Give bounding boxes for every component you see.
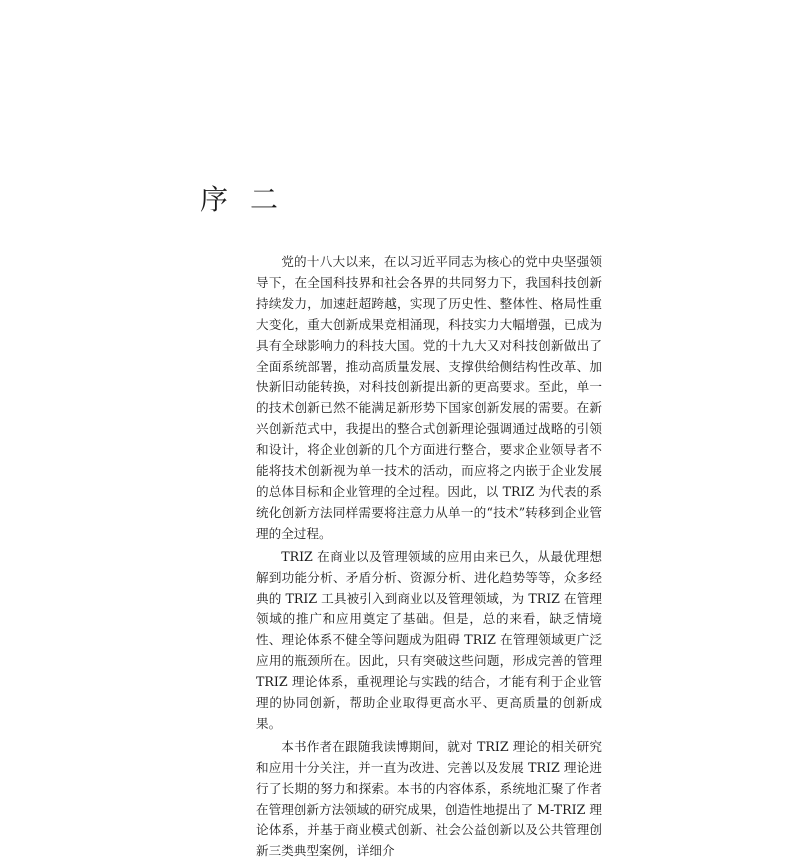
paragraph-2: TRIZ 在商业以及管理领域的应用由来已久，从最优理想解到功能分析、矛盾分析、资源分析、进化趋势等等，众多经典的 TRIZ 工具被引入到商业以及管理领域，为 TRIZ 在管理领域的推广和应用奠定了基础。但是，总的来看，缺乏情境性、理论体系不健全等问题成为阻碍 TRIZ 在管理领域更广泛应用的瓶颈所在。因此，只有突破这些问题，形成完善的管理 TRIZ 理论体系，重视理论与实践的结合，才能有利于企业管理的协同创新，帮助企业取得更高水平、更高质量的创新成果。: [256, 548, 602, 731]
chapter-title-main: 序: [200, 183, 229, 216]
paragraph-1: 党的十八大以来，在以习近平同志为核心的党中央坚强领导下，在全国科技界和社会各界的共同努力下，我国科技创新持续发力，加速赶超跨越，实现了历史性、整体性、格局性重大变化，重大创新成果竞相涌现，科技实力大幅增强，已成为具有全球影响力的科技大国。党的十九大又对科技创新做出了全面系统部署，推动高质量发展、支撑供给侧结构性改革、加快新旧动能转换，对科技创新提出新的更高要求。至此，单一的技术创新已然不能满足新形势下国家创新发展的需要。在新兴创新范式中，我提出的整合式创新理论强调通过战略的引领和设计，将企业创新的几个方面进行整合，要求企业领导者不能将技术创新视为单一技术的活动，而应将之内嵌于企业发展的总体目标和企业管理的全过程。因此，以 TRIZ 为代表的系统化创新方法同样需要将注意力从单一的“技术”转移到企业管理的全过程。: [256, 254, 602, 541]
preface-body: [256, 252, 602, 862]
chapter-title: [200, 182, 278, 218]
chapter-title-number: 二: [250, 183, 279, 216]
paragraph-3: 本书作者在跟随我读博期间，就对 TRIZ 理论的相关研究和应用十分关注，并一直为改进、完善以及发展 TRIZ 理论进行了长期的努力和探索。本书的内容体系，系统地汇聚了作者在管理创新方法领域的研究成果，创造性地提出了 M-TRIZ 理论体系，并基于商业模式创新、社会公益创新以及公共管理创新三类典型案例，详细介: [256, 738, 602, 859]
